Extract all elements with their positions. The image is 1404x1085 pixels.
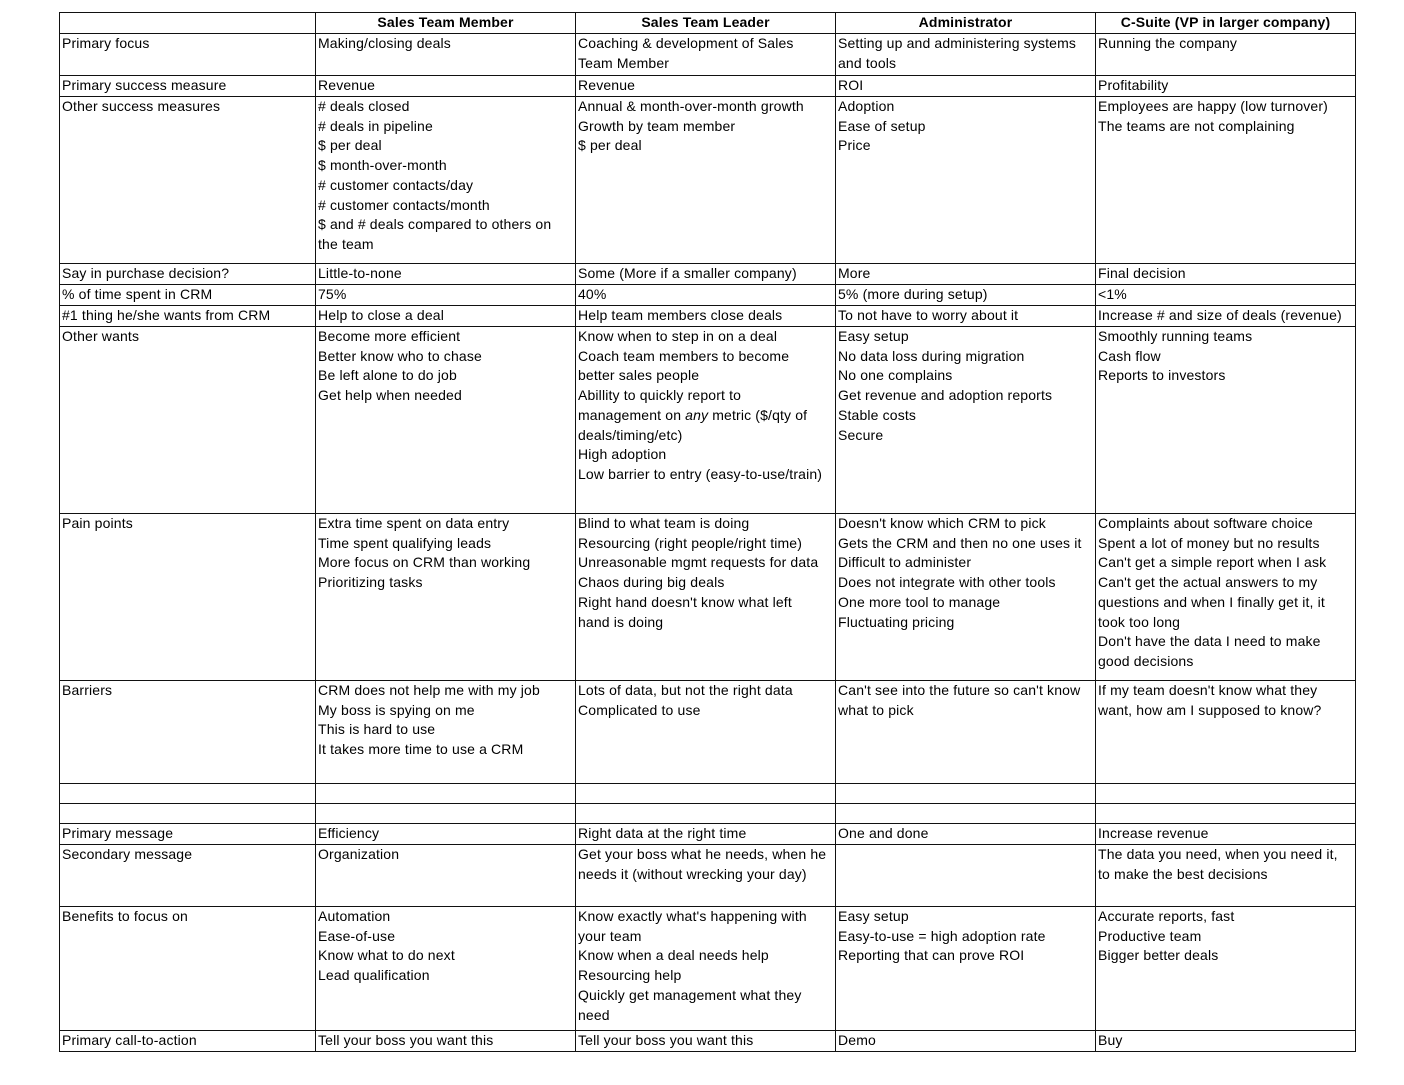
row-label: Secondary message xyxy=(60,845,316,907)
cell-line: Annual & month-over-month growth xyxy=(578,98,804,114)
table-cell xyxy=(576,285,836,306)
cell-line: better sales people xyxy=(578,367,700,384)
cell-line: Little-to-none xyxy=(318,265,402,281)
cell-line: Employees are happy (low turnover) xyxy=(1098,98,1328,114)
cell-line: # deals in pipeline xyxy=(318,117,433,134)
cell-line: High adoption xyxy=(578,446,667,463)
table-cell xyxy=(316,804,576,824)
table-row xyxy=(60,824,1356,845)
cell-line: 5% (more during setup) xyxy=(838,286,988,302)
cell-line: Help team members close deals xyxy=(578,307,783,323)
cell-line: One and done xyxy=(838,825,929,841)
cell-line: 75% xyxy=(318,286,347,302)
cell-line: Tell your boss you want this xyxy=(578,1032,754,1048)
cell-line: Price xyxy=(838,137,871,154)
cell-line: questions and when I finally get it, it xyxy=(1098,593,1325,610)
table-cell xyxy=(1096,285,1356,306)
cell-line: what to pick xyxy=(838,701,914,718)
cell-line: ROI xyxy=(838,77,864,93)
table-cell xyxy=(316,681,576,784)
table-cell xyxy=(1096,681,1356,784)
cell-line: Easy setup xyxy=(838,908,909,924)
cell-line: Know what to do next xyxy=(318,947,455,964)
column-header: Sales Team Member xyxy=(316,13,576,34)
cell-line: Revenue xyxy=(318,77,376,93)
cell-line: $ per deal xyxy=(578,137,642,154)
cell-line: Blind to what team is doing xyxy=(578,515,750,531)
cell-line: Setting up and administering systems xyxy=(838,35,1077,51)
cell-line: Gets the CRM and then no one uses it xyxy=(838,534,1082,551)
cell-line: Buy xyxy=(1098,1032,1123,1048)
table-cell xyxy=(1096,824,1356,845)
cell-line: Quickly get management what they xyxy=(578,986,802,1003)
cell-line: the team xyxy=(318,235,374,252)
cell-line: Resourcing (right people/right time) xyxy=(578,534,803,551)
table-cell xyxy=(836,327,1096,514)
cell-line: want, how am I supposed to know? xyxy=(1098,701,1322,718)
persona-table xyxy=(59,12,1356,1052)
cell-line: Resourcing help xyxy=(578,967,682,984)
cell-line: <1% xyxy=(1098,286,1127,302)
cell-line: Time spent qualifying leads xyxy=(318,534,492,551)
row-label: Other wants xyxy=(60,327,316,514)
table-cell xyxy=(316,514,576,681)
cell-line: Better know who to chase xyxy=(318,347,482,364)
cell-line: Cash flow xyxy=(1098,347,1161,364)
cell-line: The teams are not complaining xyxy=(1098,117,1295,134)
cell-line: Organization xyxy=(318,846,400,862)
table-cell xyxy=(576,845,836,907)
row-label: Other success measures xyxy=(60,97,316,264)
cell-line: Get revenue and adoption reports xyxy=(838,387,1053,404)
table-cell xyxy=(576,784,836,804)
cell-line: Making/closing deals xyxy=(318,35,451,51)
table-body xyxy=(60,34,1356,1052)
table-cell xyxy=(576,34,836,76)
cell-line: Coaching & development of Sales xyxy=(578,35,794,51)
row-label: Primary focus xyxy=(60,34,316,76)
row-label: % of time spent in CRM xyxy=(60,285,316,306)
corner-cell xyxy=(60,13,316,34)
cell-line: Ease of setup xyxy=(838,117,926,134)
cell-line: No data loss during migration xyxy=(838,347,1025,364)
row-label: Say in purchase decision? xyxy=(60,264,316,285)
table-cell xyxy=(576,824,836,845)
cell-line: Running the company xyxy=(1098,35,1238,51)
table-row xyxy=(60,34,1356,76)
table-cell xyxy=(1096,1031,1356,1052)
column-header: Sales Team Leader xyxy=(576,13,836,34)
cell-line: Profitability xyxy=(1098,77,1169,93)
cell-line: Can't get the actual answers to my xyxy=(1098,574,1318,591)
cell-line: Chaos during big deals xyxy=(578,574,725,591)
column-header: Administrator xyxy=(836,13,1096,34)
table-cell xyxy=(836,97,1096,264)
cell-line: Bigger better deals xyxy=(1098,947,1219,964)
cell-line: Right hand doesn't know what left xyxy=(578,593,792,610)
cell-line: Difficult to administer xyxy=(838,554,972,571)
cell-line: It takes more time to use a CRM xyxy=(318,741,524,758)
cell-line: Automation xyxy=(318,908,391,924)
table-cell xyxy=(1096,76,1356,97)
cell-line: $ month-over-month xyxy=(318,157,447,174)
cell-line: Low barrier to entry (easy-to-use/train) xyxy=(578,465,823,482)
cell-line: Unreasonable mgmt requests for data xyxy=(578,554,819,571)
cell-line: management on any metric ($/qty of xyxy=(578,406,808,423)
table-cell xyxy=(316,327,576,514)
cell-line: Does not integrate with other tools xyxy=(838,574,1056,591)
row-label xyxy=(60,784,316,804)
row-label: Benefits to focus on xyxy=(60,907,316,1031)
table-cell xyxy=(836,907,1096,1031)
cell-line: Some (More if a smaller company) xyxy=(578,265,797,281)
table-cell xyxy=(1096,327,1356,514)
row-label: Pain points xyxy=(60,514,316,681)
emphasis: any xyxy=(685,406,709,423)
row-label: Primary success measure xyxy=(60,76,316,97)
table-cell xyxy=(576,681,836,784)
table-cell xyxy=(836,285,1096,306)
table-row xyxy=(60,264,1356,285)
header-row xyxy=(60,13,1356,34)
table-cell xyxy=(836,264,1096,285)
cell-line: Growth by team member xyxy=(578,117,736,134)
cell-line: Prioritizing tasks xyxy=(318,574,423,591)
cell-line: Get your boss what he needs, when he xyxy=(578,846,827,862)
table-cell xyxy=(316,34,576,76)
cell-line: Secure xyxy=(838,426,884,443)
cell-line: Easy-to-use = high adoption rate xyxy=(838,927,1046,944)
table-row xyxy=(60,1031,1356,1052)
row-label: #1 thing he/she wants from CRM xyxy=(60,306,316,327)
row-label: Primary message xyxy=(60,824,316,845)
table-cell xyxy=(576,264,836,285)
table-cell xyxy=(576,804,836,824)
table-cell xyxy=(576,907,836,1031)
cell-line: Know exactly what's happening with xyxy=(578,908,807,924)
cell-line: and tools xyxy=(838,54,897,71)
table-cell xyxy=(836,681,1096,784)
cell-line: Know when to step in on a deal xyxy=(578,328,778,344)
cell-line: Adoption xyxy=(838,98,895,114)
table-cell xyxy=(316,306,576,327)
cell-line: # customer contacts/day xyxy=(318,176,474,193)
table-cell xyxy=(316,97,576,264)
table-cell xyxy=(316,264,576,285)
table-cell xyxy=(576,306,836,327)
cell-line: Complicated to use xyxy=(578,701,701,718)
cell-line: deals/timing/etc) xyxy=(578,426,683,443)
cell-line: your team xyxy=(578,927,642,944)
cell-line: needs it (without wrecking your day) xyxy=(578,865,807,882)
cell-line: This is hard to use xyxy=(318,721,436,738)
table-row xyxy=(60,514,1356,681)
cell-line: The data you need, when you need it, xyxy=(1098,846,1338,862)
cell-line: Team Member xyxy=(578,54,670,71)
cell-line: 40% xyxy=(578,286,607,302)
table-cell xyxy=(316,845,576,907)
table-row xyxy=(60,306,1356,327)
cell-line: $ and # deals compared to others on xyxy=(318,216,552,233)
table-row xyxy=(60,845,1356,907)
cell-line: Know when a deal needs help xyxy=(578,947,769,964)
table-cell xyxy=(1096,784,1356,804)
row-label: Primary call-to-action xyxy=(60,1031,316,1052)
cell-line: to make the best decisions xyxy=(1098,865,1268,882)
cell-line: Accurate reports, fast xyxy=(1098,908,1235,924)
table-cell xyxy=(1096,845,1356,907)
table-cell xyxy=(1096,907,1356,1031)
cell-line: Increase # and size of deals (revenue) xyxy=(1098,307,1342,323)
cell-line: Reporting that can prove ROI xyxy=(838,947,1025,964)
cell-line: good decisions xyxy=(1098,652,1194,669)
cell-line: Smoothly running teams xyxy=(1098,328,1253,344)
table-cell xyxy=(316,824,576,845)
cell-line: $ per deal xyxy=(318,137,382,154)
table-cell xyxy=(1096,264,1356,285)
cell-line: Can't get a simple report when I ask xyxy=(1098,554,1327,571)
cell-line: Productive team xyxy=(1098,927,1202,944)
table-cell xyxy=(1096,306,1356,327)
column-header: C-Suite (VP in larger company) xyxy=(1096,13,1356,34)
table-row xyxy=(60,97,1356,264)
cell-line: hand is doing xyxy=(578,613,664,630)
cell-line: Don't have the data I need to make xyxy=(1098,633,1321,650)
table-cell xyxy=(576,327,836,514)
table-cell xyxy=(836,824,1096,845)
table-cell xyxy=(836,514,1096,681)
cell-line: Tell your boss you want this xyxy=(318,1032,494,1048)
cell-line: Increase revenue xyxy=(1098,825,1209,841)
cell-line: If my team doesn't know what they xyxy=(1098,682,1318,698)
cell-line: Complaints about software choice xyxy=(1098,515,1313,531)
cell-line: Be left alone to do job xyxy=(318,367,457,384)
table-cell xyxy=(576,97,836,264)
table-cell xyxy=(316,784,576,804)
table-cell xyxy=(836,804,1096,824)
table-cell xyxy=(836,306,1096,327)
table-cell xyxy=(316,285,576,306)
cell-line: Spent a lot of money but no results xyxy=(1098,534,1320,551)
cell-line: Revenue xyxy=(578,77,636,93)
table-cell xyxy=(316,907,576,1031)
cell-line: Ease-of-use xyxy=(318,927,396,944)
cell-line: Demo xyxy=(838,1032,876,1048)
cell-line: Lead qualification xyxy=(318,967,430,984)
cell-line: Abillity to quickly report to xyxy=(578,387,742,404)
row-label xyxy=(60,804,316,824)
table-row xyxy=(60,681,1356,784)
cell-line: Reports to investors xyxy=(1098,367,1226,384)
cell-line: Fluctuating pricing xyxy=(838,613,955,630)
cell-line: More xyxy=(838,265,871,281)
table-cell xyxy=(1096,34,1356,76)
row-label: Barriers xyxy=(60,681,316,784)
cell-line: took too long xyxy=(1098,613,1181,630)
cell-line: need xyxy=(578,1006,610,1023)
cell-line: Final decision xyxy=(1098,265,1186,281)
table-cell xyxy=(576,514,836,681)
table-cell xyxy=(316,76,576,97)
cell-line: Help to close a deal xyxy=(318,307,444,323)
cell-line: Easy setup xyxy=(838,328,909,344)
cell-line: Coach team members to become xyxy=(578,347,790,364)
table-row xyxy=(60,76,1356,97)
cell-line: Extra time spent on data entry xyxy=(318,515,510,531)
table-cell xyxy=(316,1031,576,1052)
table-cell xyxy=(576,76,836,97)
cell-line: Efficiency xyxy=(318,825,380,841)
table-cell xyxy=(1096,804,1356,824)
table-cell xyxy=(836,784,1096,804)
table-cell xyxy=(836,1031,1096,1052)
table-row xyxy=(60,327,1356,514)
cell-line: # deals closed xyxy=(318,98,410,114)
cell-line: Can't see into the future so can't know xyxy=(838,682,1081,698)
cell-line: Get help when needed xyxy=(318,387,462,404)
table-row xyxy=(60,784,1356,804)
cell-line: My boss is spying on me xyxy=(318,701,475,718)
table-row xyxy=(60,804,1356,824)
table-cell xyxy=(836,845,1096,907)
table-cell xyxy=(1096,514,1356,681)
table-cell xyxy=(836,34,1096,76)
table-cell xyxy=(576,1031,836,1052)
table-row xyxy=(60,285,1356,306)
table-cell xyxy=(1096,97,1356,264)
cell-line: # customer contacts/month xyxy=(318,196,490,213)
cell-line: Doesn't know which CRM to pick xyxy=(838,515,1046,531)
cell-line: To not have to worry about it xyxy=(838,307,1019,323)
cell-line: No one complains xyxy=(838,367,953,384)
table-row xyxy=(60,907,1356,1031)
cell-line: One more tool to manage xyxy=(838,593,1001,610)
table-cell xyxy=(836,76,1096,97)
cell-line: Lots of data, but not the right data xyxy=(578,682,793,698)
cell-line: Right data at the right time xyxy=(578,825,747,841)
cell-line: Stable costs xyxy=(838,406,917,423)
cell-line: More focus on CRM than working xyxy=(318,554,531,571)
cell-line: Become more efficient xyxy=(318,328,461,344)
cell-line: CRM does not help me with my job xyxy=(318,682,540,698)
